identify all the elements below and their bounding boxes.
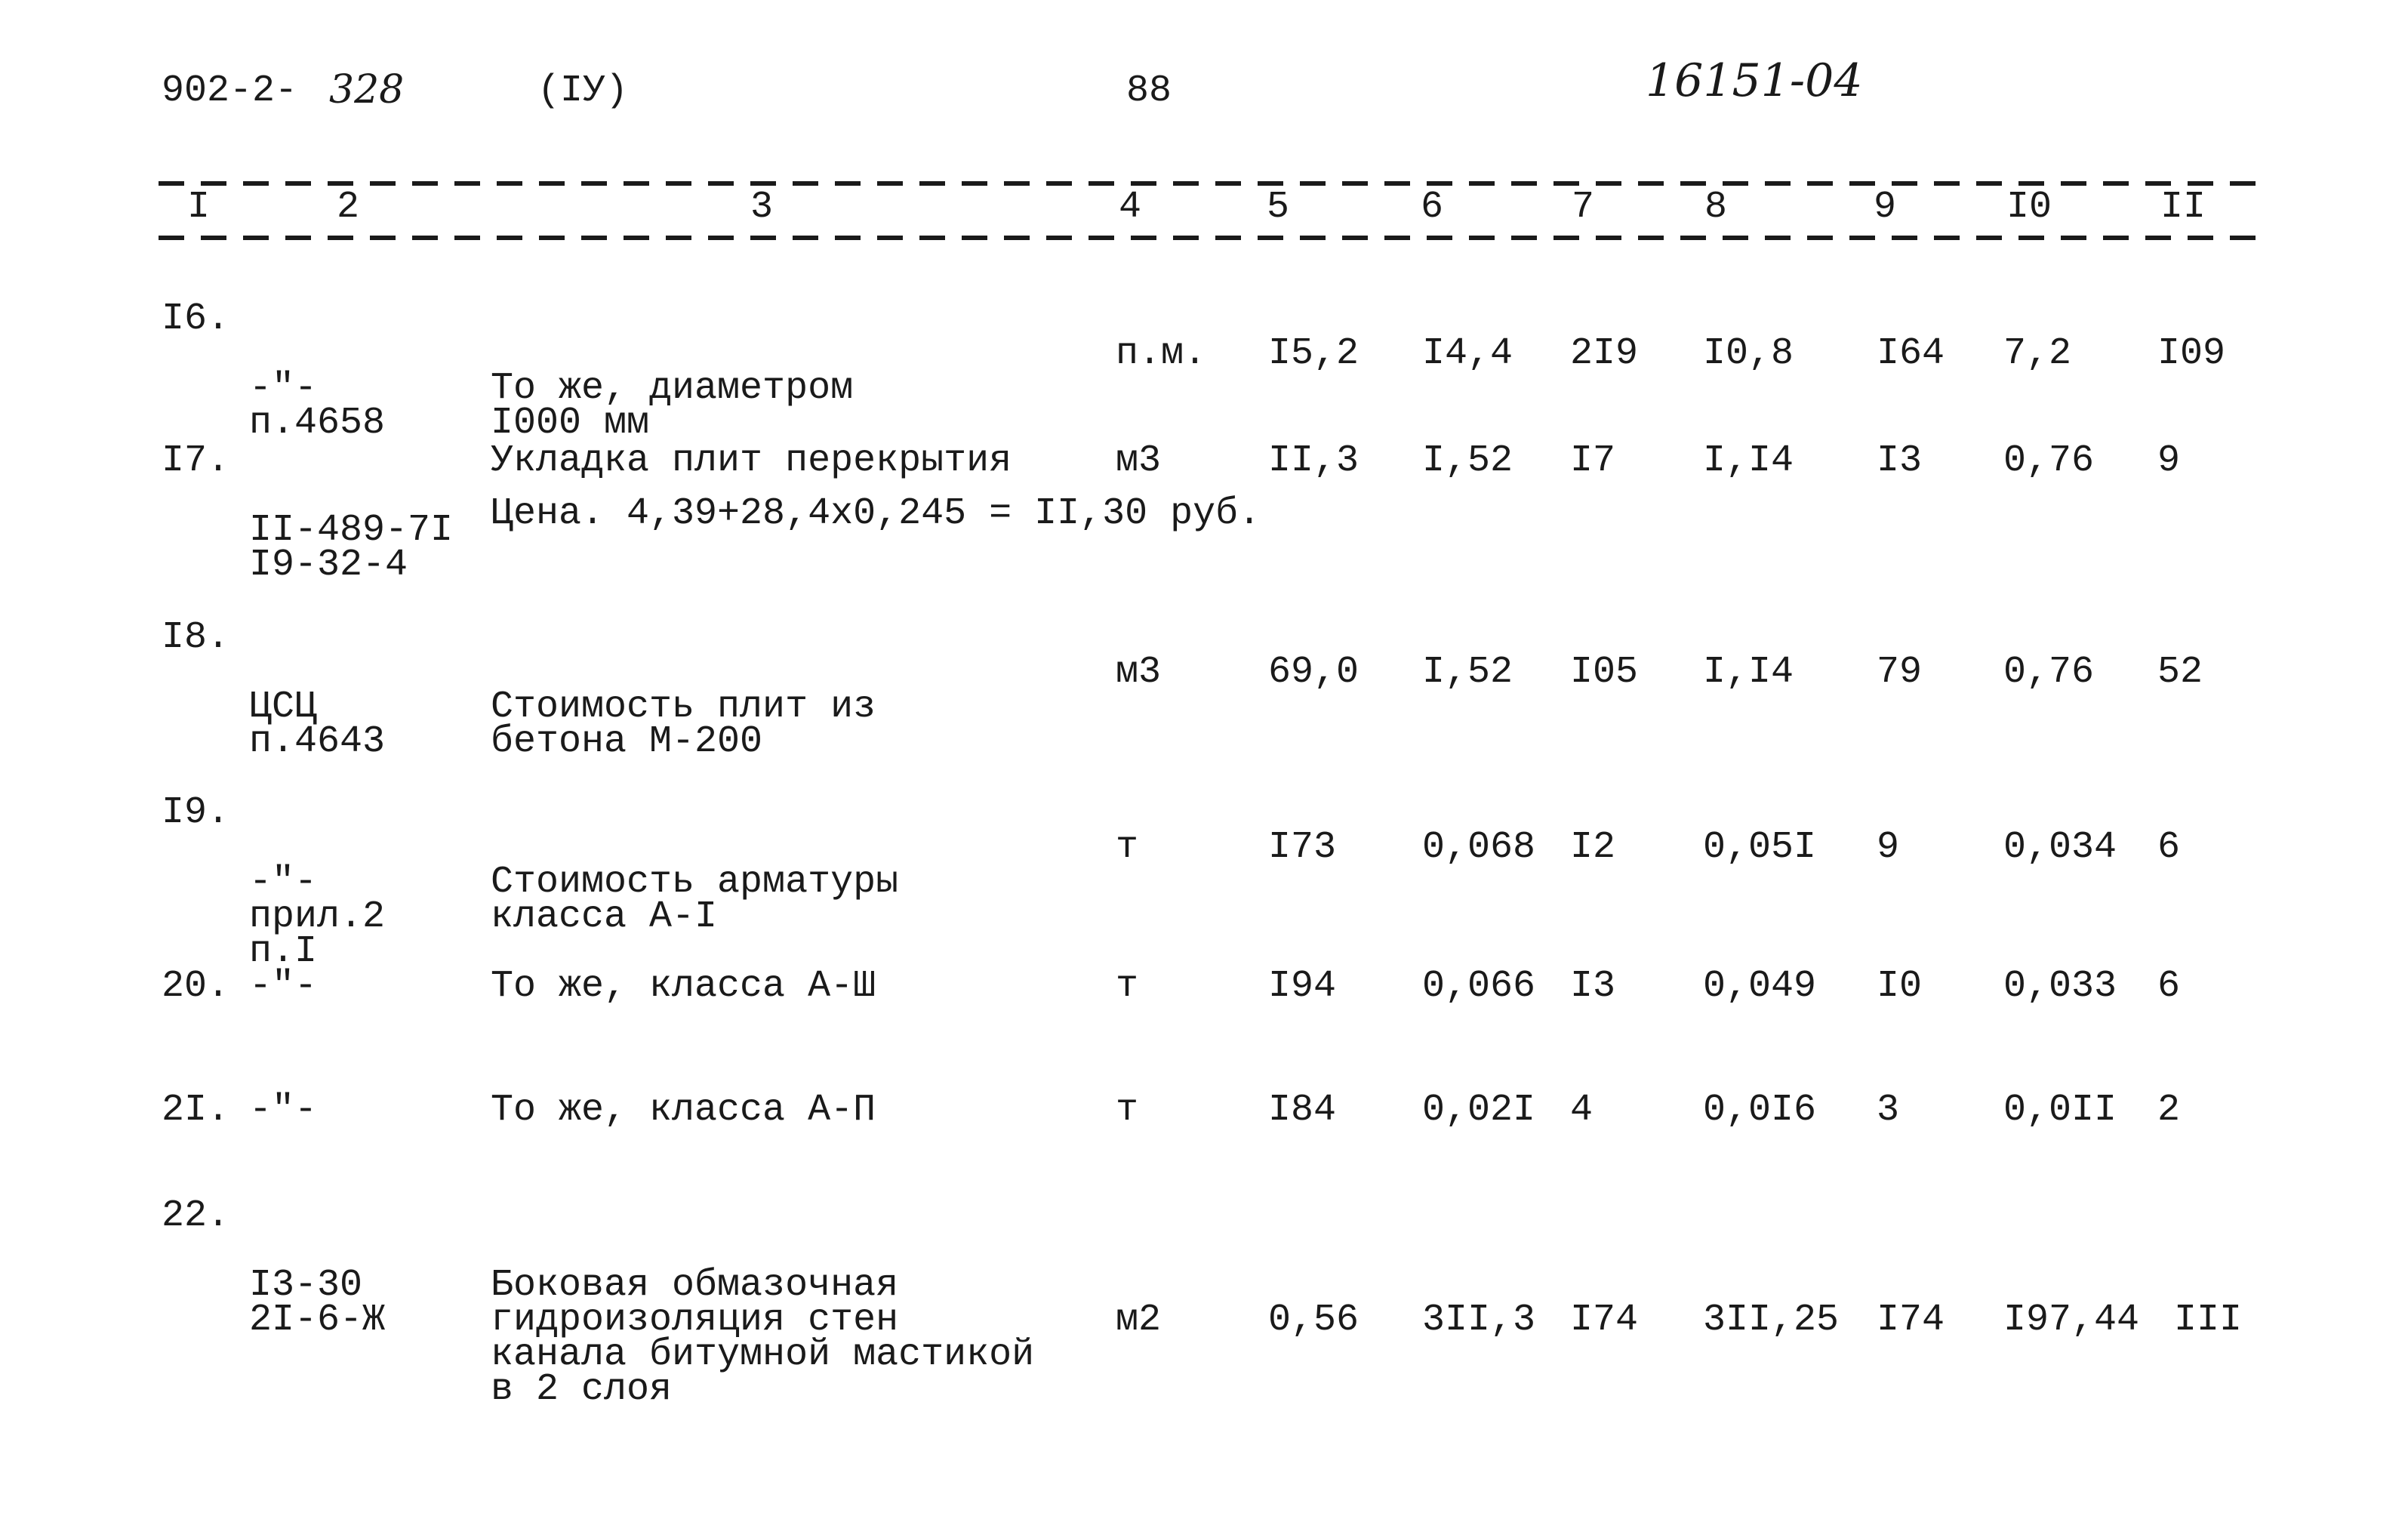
row-value-col6: 0,066 — [1422, 965, 1536, 1008]
row-value-col9: I64 — [1877, 332, 1945, 375]
row-value-col9: I74 — [1877, 1299, 1945, 1342]
column-number: 3 — [750, 186, 774, 229]
row-value-col6: I,52 — [1422, 651, 1513, 694]
row-value-col11: I09 — [2157, 332, 2226, 375]
row-value-col10: 0,76 — [2003, 439, 2095, 482]
row-unit: м3 — [1116, 651, 1162, 694]
column-number: 5 — [1267, 186, 1290, 229]
header-top-rule — [159, 181, 2272, 186]
row-value-col8: I0,8 — [1703, 332, 1794, 375]
row-description: Укладка плит перекрытия — [491, 439, 1012, 482]
row-value-col10: 0,033 — [2003, 965, 2117, 1008]
page-number: 88 — [1126, 69, 1172, 112]
row-unit: т — [1116, 965, 1139, 1008]
row-unit: м3 — [1116, 439, 1162, 482]
row-value-col9: I0 — [1877, 965, 1923, 1008]
column-number: 4 — [1119, 186, 1142, 229]
row-value-col11: III — [2174, 1299, 2243, 1342]
row-reference: I3-30 2I-6-Ж — [249, 1264, 386, 1342]
row-number: 2I. — [162, 1089, 230, 1132]
row-value-col11: 6 — [2157, 965, 2181, 1008]
row-value-col8: 0,05I — [1703, 826, 1817, 869]
row-value-col7: I74 — [1570, 1299, 1639, 1342]
row-number: I8. — [162, 616, 230, 659]
row-value-col8: 3II,25 — [1703, 1299, 1840, 1342]
row-value-col9: I3 — [1877, 439, 1923, 482]
row-value-col11: 52 — [2157, 651, 2203, 694]
row-unit: т — [1116, 1089, 1139, 1132]
row-description: Боковая обмазочная гидроизоляция стен канала битумной мастикой в 2 слоя — [491, 1264, 1035, 1411]
row-reference: -"- п.4658 — [249, 367, 386, 445]
row-value-col5: I84 — [1268, 1089, 1337, 1132]
row-value-col8: I,I4 — [1703, 439, 1794, 482]
row-value-col10: 0,76 — [2003, 651, 2095, 694]
row-value-col7: I3 — [1570, 965, 1616, 1008]
column-number: 2 — [337, 186, 360, 229]
row-value-col8: 0,0I6 — [1703, 1089, 1817, 1132]
row-number: I9. — [162, 791, 230, 834]
row-unit: м2 — [1116, 1299, 1162, 1342]
column-number: I0 — [2006, 186, 2052, 229]
row-value-col5: 0,56 — [1268, 1299, 1360, 1342]
header-bottom-rule — [159, 236, 2272, 240]
row-reference: -"- — [249, 1089, 318, 1132]
row-reference: ЦСЦ п.4643 — [249, 686, 386, 763]
row-value-col11: 9 — [2157, 439, 2181, 482]
row-value-col5: 69,0 — [1268, 651, 1360, 694]
row-value-col6: I,52 — [1422, 439, 1513, 482]
row-value-col10: 0,0II — [2003, 1089, 2117, 1132]
row-value-col5: I5,2 — [1268, 332, 1360, 375]
row-value-col10: 0,034 — [2003, 826, 2117, 869]
row-value-col7: I7 — [1570, 439, 1616, 482]
row-description: То же, класса А-Ш — [491, 965, 876, 1008]
row-value-col10: I97,44 — [2003, 1299, 2140, 1342]
row-description: Стоимость плит из бетона М-200 — [491, 686, 876, 763]
row-reference: -"- прил.2 п.I — [249, 861, 386, 973]
row-value-col8: 0,049 — [1703, 965, 1817, 1008]
column-number: II — [2160, 186, 2206, 229]
column-number: 9 — [1874, 186, 1897, 229]
row-reference: -"- — [249, 965, 318, 1008]
price-note: Цена. 4,39+28,4х0,245 = II,30 руб. — [491, 492, 1261, 535]
row-number: 20. — [162, 965, 230, 1008]
row-value-col6: I4,4 — [1422, 332, 1513, 375]
row-unit: т — [1116, 826, 1139, 869]
row-value-col5: I94 — [1268, 965, 1337, 1008]
row-value-col7: I05 — [1570, 651, 1639, 694]
row-reference: II-489-7I I9-32-4 — [249, 509, 454, 587]
doc-code: 902-2- — [162, 69, 298, 112]
row-number: I7. — [162, 439, 230, 482]
row-value-col5: II,3 — [1268, 439, 1360, 482]
column-number: 7 — [1572, 186, 1595, 229]
row-description: То же, класса А-П — [491, 1089, 876, 1132]
row-number: I6. — [162, 297, 230, 340]
row-description: Стоимость арматуры класса А-I — [491, 861, 899, 938]
row-value-col9: 3 — [1877, 1089, 1900, 1132]
column-number: 8 — [1704, 186, 1728, 229]
row-value-col8: I,I4 — [1703, 651, 1794, 694]
row-value-col9: 9 — [1877, 826, 1900, 869]
row-value-col6: 3II,3 — [1422, 1299, 1536, 1342]
row-value-col9: 79 — [1877, 651, 1923, 694]
row-value-col5: I73 — [1268, 826, 1337, 869]
row-description: То же, диаметром I000 мм — [491, 367, 854, 445]
inventory-number: 16151-04 — [1646, 54, 1863, 107]
row-value-col11: 6 — [2157, 826, 2181, 869]
row-value-col7: 2I9 — [1570, 332, 1639, 375]
row-value-col7: I2 — [1570, 826, 1616, 869]
column-number: I — [187, 186, 211, 229]
row-value-col11: 2 — [2157, 1089, 2181, 1132]
row-value-col10: 7,2 — [2003, 332, 2072, 375]
row-unit: п.м. — [1116, 332, 1207, 375]
section-label: (IУ) — [537, 69, 629, 112]
row-value-col6: 0,068 — [1422, 826, 1536, 869]
row-value-col7: 4 — [1570, 1089, 1594, 1132]
row-value-col6: 0,02I — [1422, 1089, 1536, 1132]
column-number: 6 — [1421, 186, 1444, 229]
doc-code-handwritten: 328 — [329, 67, 405, 112]
row-number: 22. — [162, 1194, 230, 1237]
